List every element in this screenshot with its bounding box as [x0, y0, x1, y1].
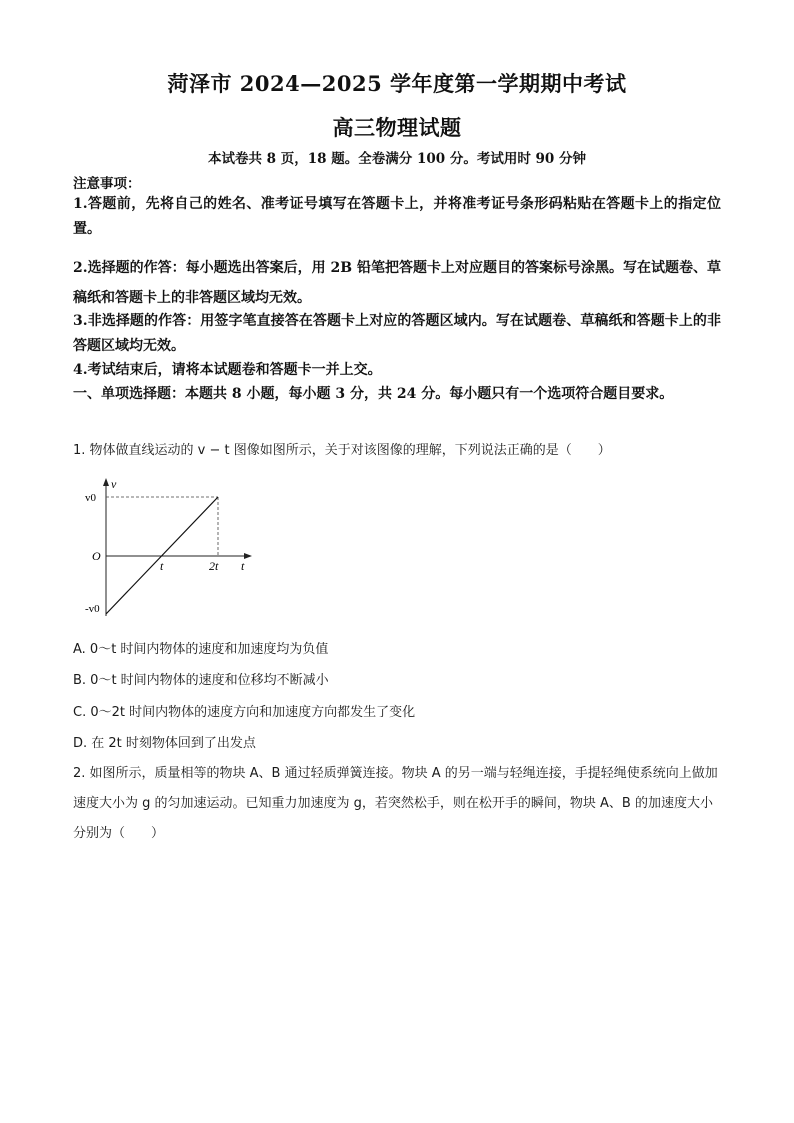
y-axis-label: v	[111, 477, 117, 491]
section-heading: 一、单项选择题：本题共 8 小题，每小题 3 分，共 24 分。每小题只有一个选项符合题目要求。	[73, 386, 674, 402]
question-1-option-b: B. 0～t 时间内物体的速度和位移均不断减小	[73, 673, 329, 688]
question-1-option-d: D. 在 2t 时刻物体回到了出发点	[73, 736, 256, 751]
notice-heading: 注意事项：	[73, 176, 141, 192]
notice-rule-1: 1.答题前，先将自己的姓名、准考证号填写在答题卡上，并将准考证号条形码粘贴在答题卡上的指定位置。	[73, 196, 721, 237]
neg-v0-label: -v0	[85, 603, 100, 615]
question-1-option-a: A. 0～t 时间内物体的速度和加速度均为负值	[73, 642, 329, 657]
notice-rule-2: 2.选择题的作答：每小题选出答案后，用 2B 铅笔把答题卡上对应题目的答案标号涂黑。写在试题卷、草稿纸和答题卡上的非答题区域均无效。	[73, 260, 721, 306]
exam-title: 菏泽市 2024—2025 学年度第一学期期中考试	[167, 71, 627, 96]
x-axis-label: t	[241, 559, 245, 573]
x-axis-arrow	[244, 553, 252, 559]
question-1-stem: 1. 物体做直线运动的 v − t 图像如图所示，关于对该图像的理解，下列说法正确的是（ ）	[73, 443, 611, 458]
question-2-stem: 2. 如图所示，质量相等的物块 A、B 通过轻质弹簧连接。物块 A 的另一端与轻绳连接，手提轻绳使系统向上做加速度大小为 g 的匀加速运动。已知重力加速度为 g，若突然松手，则在松开手的瞬间，物块 A、B 的加速度大小分别为（ ）	[73, 766, 718, 841]
x-end-label: 2t	[209, 559, 219, 573]
v0-label: v0	[85, 492, 96, 504]
y-axis-arrow	[103, 478, 109, 486]
subject-title: 高三物理试题	[332, 115, 462, 140]
exam-info: 本试卷共 8 页，18 题。全卷满分 100 分。考试用时 90 分钟	[207, 151, 587, 167]
notice-rule-3: 3.非选择题的作答：用签字笔直接答在答题卡上对应的答题区域内。写在试题卷、草稿纸和答题卡上的非答题区域均无效。	[73, 313, 721, 354]
x-mid-label: t	[160, 559, 164, 573]
question-1-option-c: C. 0～2t 时间内物体的速度方向和加速度方向都发生了变化	[73, 705, 416, 720]
vt-graph	[82, 476, 262, 626]
notice-rule-4: 4.考试结束后，请将本试题卷和答题卡一并上交。	[73, 362, 382, 378]
origin-label: O	[92, 549, 101, 563]
